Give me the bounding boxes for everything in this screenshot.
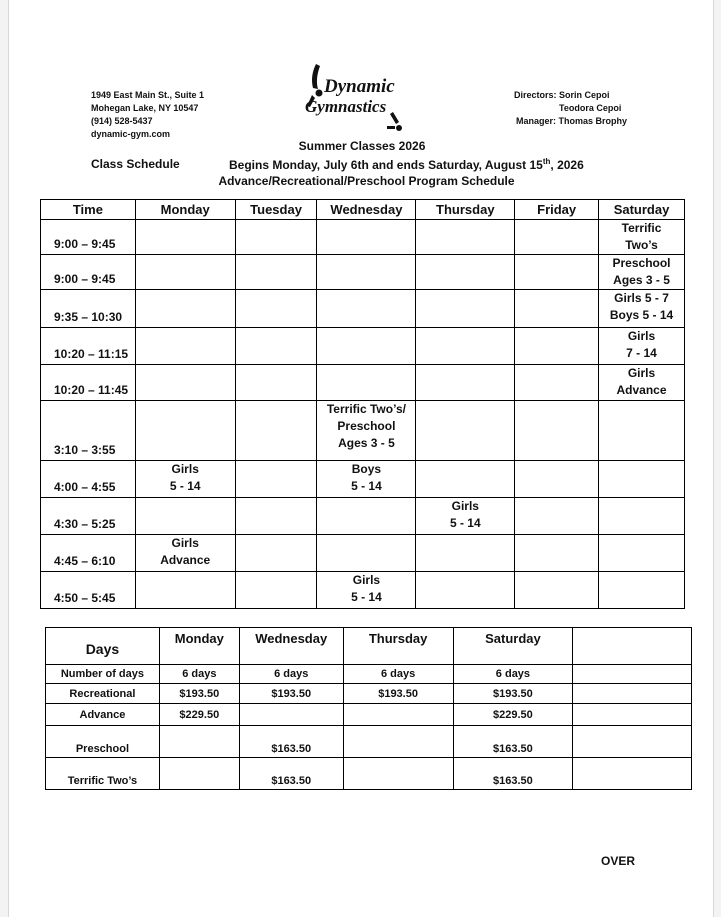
program-title: Advance/Recreational/Preschool Program Schedule [218, 174, 515, 188]
schedule-cell [515, 365, 599, 401]
class-description: Girls 5 - 7 Boys 5 - 14 [609, 291, 674, 322]
schedule-cell [135, 498, 235, 535]
tuition-cell: 6 days [343, 665, 453, 684]
gym-address-block [91, 89, 204, 141]
tuition-cell [573, 726, 692, 758]
schedule-cell [135, 220, 235, 255]
time-slot: 3:10 – 3:55 [41, 401, 136, 461]
schedule-cell [317, 255, 416, 290]
tuition-cell: $163.50 [453, 726, 573, 758]
schedule-cell [235, 401, 317, 461]
schedule-row [41, 220, 685, 255]
column-header: Monday [159, 628, 239, 665]
column-header: Saturday [599, 200, 685, 220]
schedule-cell [599, 572, 685, 609]
schedule-cell [416, 328, 515, 365]
schedule-cell [135, 401, 235, 461]
tuition-cell [573, 758, 692, 790]
schedule-cell [235, 220, 317, 255]
tuition-cell: 6 days [159, 665, 239, 684]
schedule-cell [599, 401, 685, 461]
tuition-cell: $193.50 [239, 684, 343, 704]
schedule-cell [317, 572, 416, 609]
schedule-cell [515, 498, 599, 535]
tuition-row [46, 665, 692, 684]
class-description: Girls Advance [160, 536, 211, 567]
schedule-cell [235, 290, 317, 328]
class-description: Preschool Ages 3 - 5 [612, 256, 671, 287]
schedule-cell [135, 290, 235, 328]
tuition-cell [573, 665, 692, 684]
session-dates-sup: th [542, 157, 551, 166]
document-page [8, 0, 714, 917]
column-header: Monday [135, 200, 235, 220]
schedule-cell [599, 328, 685, 365]
tuition-cell [343, 726, 453, 758]
schedule-cell [135, 328, 235, 365]
class-schedule-table [40, 199, 685, 609]
tuition-row [46, 758, 692, 790]
tuition-row [46, 726, 692, 758]
session-dates-year: , 2026 [550, 158, 584, 172]
schedule-cell [317, 290, 416, 328]
schedule-cell [416, 255, 515, 290]
schedule-row [41, 365, 685, 401]
directors-block [514, 89, 627, 128]
schedule-row [41, 572, 685, 609]
schedule-cell [317, 535, 416, 572]
program-label: Advance [46, 704, 160, 726]
schedule-header-row [41, 200, 685, 220]
address-line-1: 1949 East Main St., Suite 1 [91, 90, 205, 100]
time-slot: 9:00 – 9:45 [41, 255, 136, 290]
schedule-row [41, 498, 685, 535]
schedule-cell [599, 365, 685, 401]
program-label: Recreational [46, 684, 160, 704]
time-slot: 10:20 – 11:15 [41, 328, 136, 365]
schedule-cell [416, 572, 515, 609]
time-slot: 9:00 – 9:45 [41, 220, 136, 255]
schedule-cell [599, 290, 685, 328]
tuition-cell [343, 758, 453, 790]
tuition-cell: $193.50 [453, 684, 573, 704]
class-description: Girls 5 - 14 [449, 499, 481, 530]
column-header: Days [46, 628, 160, 665]
tuition-cell [343, 704, 453, 726]
time-slot: 4:00 – 4:55 [41, 461, 136, 498]
schedule-row [41, 461, 685, 498]
tuition-cell: 6 days [453, 665, 573, 684]
schedule-cell [317, 328, 416, 365]
schedule-cell [515, 328, 599, 365]
column-header: Tuesday [235, 200, 317, 220]
time-slot: 4:45 – 6:10 [41, 535, 136, 572]
manager-line: Manager: Thomas Brophy [516, 116, 628, 126]
schedule-cell [416, 220, 515, 255]
schedule-cell [416, 401, 515, 461]
schedule-cell [317, 461, 416, 498]
schedule-cell [515, 220, 599, 255]
over-label: OVER [601, 854, 636, 868]
time-slot: 4:30 – 5:25 [41, 498, 136, 535]
session-dates-text: Begins Monday, July 6th and ends Saturday, August 15 [229, 158, 543, 172]
session-dates [229, 157, 584, 172]
column-header: Saturday [453, 628, 573, 665]
schedule-cell [515, 535, 599, 572]
tuition-cell [573, 684, 692, 704]
schedule-cell [235, 498, 317, 535]
schedule-cell [135, 535, 235, 572]
tuition-cell: $193.50 [159, 684, 239, 704]
directors-line: Directors: Sorin Cepoi [514, 90, 610, 100]
column-header: Time [41, 200, 136, 220]
tuition-row [46, 684, 692, 704]
tuition-cell [573, 704, 692, 726]
summer-title: Summer Classes 2026 [298, 139, 426, 153]
schedule-row [41, 290, 685, 328]
column-header: Friday [515, 200, 599, 220]
tuition-row [46, 704, 692, 726]
time-slot: 9:35 – 10:30 [41, 290, 136, 328]
tuition-cell: $163.50 [239, 758, 343, 790]
schedule-cell [599, 498, 685, 535]
program-label: Terrific Two’s [46, 758, 160, 790]
schedule-cell [135, 461, 235, 498]
tuition-cell: 6 days [239, 665, 343, 684]
website: dynamic-gym.com [91, 129, 171, 139]
schedule-cell [416, 498, 515, 535]
tuition-cell: $163.50 [453, 758, 573, 790]
tuition-header-row [46, 628, 692, 665]
schedule-cell [235, 572, 317, 609]
tuition-cell: $229.50 [159, 704, 239, 726]
schedule-cell [599, 461, 685, 498]
schedule-cell [135, 255, 235, 290]
program-label: Number of days [46, 665, 160, 684]
schedule-row [41, 328, 685, 365]
schedule-cell [599, 255, 685, 290]
schedule-row [41, 535, 685, 572]
class-description: Girls Advance [616, 366, 667, 397]
schedule-cell [135, 572, 235, 609]
logo-word-2: Gymnastics [305, 97, 387, 116]
schedule-row [41, 255, 685, 290]
schedule-cell [235, 535, 317, 572]
class-description: Boys 5 - 14 [351, 462, 382, 493]
schedule-cell [317, 498, 416, 535]
class-description: Girls 7 - 14 [626, 329, 657, 360]
column-header: Thursday [416, 200, 515, 220]
class-schedule-label: Class Schedule [91, 157, 180, 171]
schedule-cell [416, 290, 515, 328]
schedule-cell [515, 290, 599, 328]
schedule-row [41, 401, 685, 461]
class-description: Terrific Two’s [621, 221, 662, 252]
schedule-cell [515, 255, 599, 290]
logo-word-1: Dynamic [324, 76, 395, 97]
program-label: Preschool [46, 726, 160, 758]
schedule-cell [317, 220, 416, 255]
schedule-cell [515, 401, 599, 461]
dynamic-gymnastics-logo [294, 62, 409, 132]
column-header: Wednesday [239, 628, 343, 665]
schedule-cell [235, 461, 317, 498]
schedule-cell [599, 220, 685, 255]
tuition-cell: $193.50 [343, 684, 453, 704]
tuition-cell [159, 726, 239, 758]
directors-line-2: Teodora Cepoi [559, 103, 622, 113]
time-slot: 4:50 – 5:45 [41, 572, 136, 609]
tuition-cell [159, 758, 239, 790]
schedule-cell [416, 461, 515, 498]
tuition-cell [239, 704, 343, 726]
column-header [573, 628, 692, 665]
schedule-cell [235, 255, 317, 290]
schedule-cell [317, 365, 416, 401]
column-header: Wednesday [317, 200, 416, 220]
address-line-2: Mohegan Lake, NY 10547 [91, 103, 199, 113]
schedule-cell [235, 328, 317, 365]
column-header: Thursday [343, 628, 453, 665]
schedule-cell [235, 365, 317, 401]
schedule-cell [599, 535, 685, 572]
tuition-cell: $163.50 [239, 726, 343, 758]
schedule-cell [416, 365, 515, 401]
schedule-cell [317, 401, 416, 461]
schedule-cell [135, 365, 235, 401]
schedule-cell [416, 535, 515, 572]
tuition-cell: $229.50 [453, 704, 573, 726]
class-description: Girls 5 - 14 [351, 573, 382, 604]
class-description: Girls 5 - 14 [169, 462, 201, 493]
class-description: Terrific Two’s/ Preschool Ages 3 - 5 [326, 402, 406, 450]
schedule-cell [515, 461, 599, 498]
phone-number: (914) 528-5437 [91, 116, 153, 126]
tuition-table [45, 627, 692, 790]
time-slot: 10:20 – 11:45 [41, 365, 136, 401]
schedule-cell [515, 572, 599, 609]
